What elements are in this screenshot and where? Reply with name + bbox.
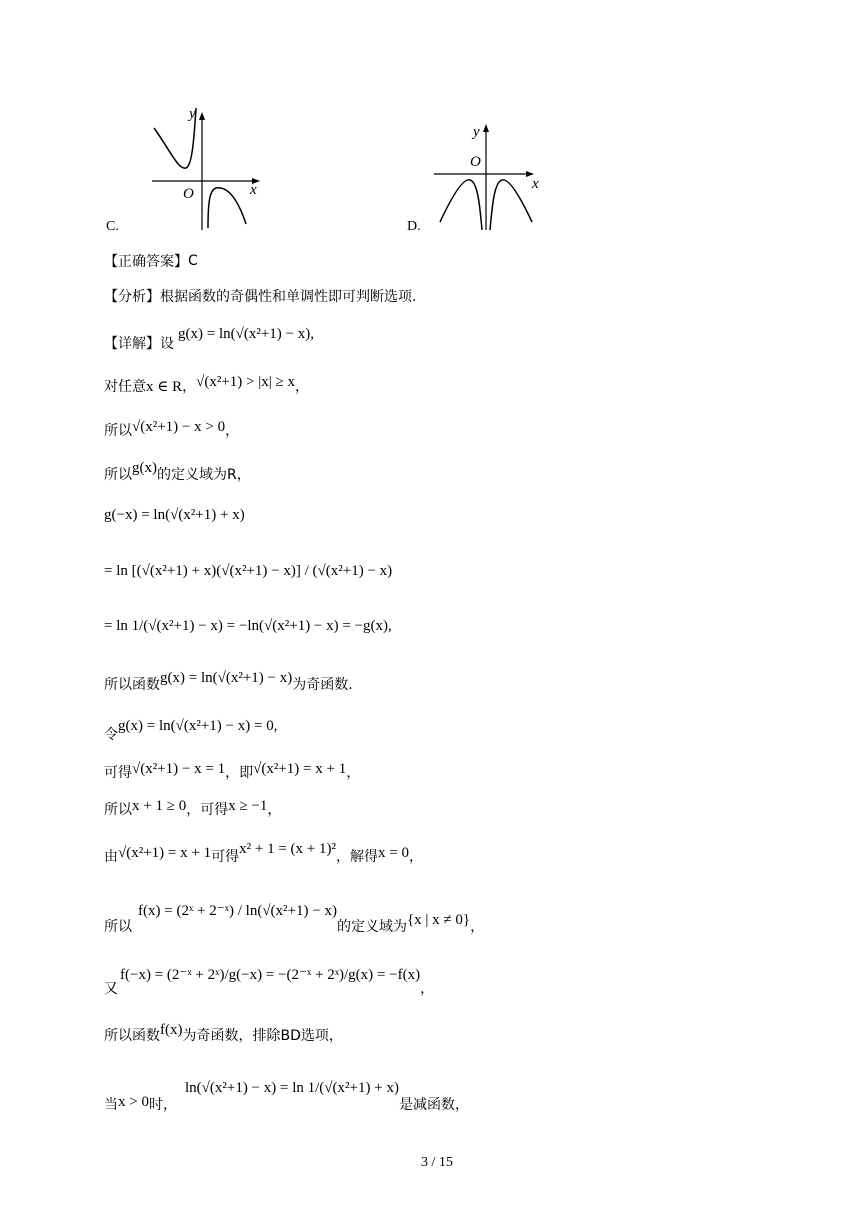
detail-line-12	[104, 840, 423, 866]
detail-line-4	[104, 459, 251, 484]
detail-l10-end: ，	[346, 765, 361, 781]
detail-l10-text-b: ，即	[225, 765, 254, 781]
detail-l3-text: 所以	[104, 423, 132, 439]
detail-line-15	[104, 1021, 343, 1045]
detail-l1-text: 设	[160, 336, 174, 352]
detail-l2-math-a: x ∈ R	[146, 378, 183, 395]
answer-line	[104, 251, 198, 271]
detail-line-7	[104, 618, 392, 635]
detail-l4-math: g(x)	[132, 459, 157, 476]
detail-l11-text-b: ，可得	[186, 802, 229, 818]
detail-label: 【详解】	[104, 336, 160, 352]
graph-d-x-label: x	[532, 176, 539, 192]
detail-l12-math-a: √(x²+1) = x + 1	[118, 844, 212, 861]
detail-l10-math-a: √(x²+1) − x = 1	[132, 760, 226, 777]
detail-l5-math: g(−x) = ln(√(x²+1) + x)	[104, 507, 245, 523]
graph-d-left-branch	[440, 180, 482, 230]
graph-d-right-branch	[490, 180, 532, 230]
detail-l8-text-b: 为奇函数.	[292, 677, 353, 693]
answer-label: 【正确答案】	[104, 254, 188, 270]
detail-l12-text-a: 由	[104, 849, 118, 865]
detail-l12-text-c: ，解得	[335, 849, 378, 865]
graph-c-y-arrow	[199, 112, 205, 120]
detail-l10-math-b: √(x²+1) = x + 1	[253, 760, 347, 777]
detail-l8-text-a: 所以函数	[104, 677, 160, 693]
detail-l1-math: g(x) = ln(√(x²+1) − x),	[178, 325, 314, 342]
detail-line-6	[104, 563, 392, 580]
page-total: 15	[438, 1155, 453, 1170]
graph-c-plot	[120, 100, 280, 240]
detail-l11-math-a: x + 1 ≥ 0	[132, 797, 187, 814]
detail-l16-math-b: ln(√(x²+1) − x) = ln 1/(√(x²+1) + x)	[184, 1079, 399, 1096]
page-number	[414, 1139, 453, 1171]
detail-line-14	[104, 964, 435, 997]
detail-l4-text-b: 的定义域为R，	[157, 467, 251, 483]
detail-l12-end: ，	[408, 849, 423, 865]
detail-line-5	[104, 507, 245, 524]
detail-l13-text-a: 所以	[104, 919, 132, 935]
detail-l11-text-a: 所以	[104, 802, 132, 818]
graph-d-plot	[428, 118, 558, 238]
detail-line-10	[104, 762, 360, 782]
detail-l16-math-a: x > 0	[118, 1093, 149, 1110]
detail-l14-end: ，	[420, 981, 435, 997]
detail-l2-sep: ，	[182, 379, 197, 395]
detail-l13-text-b: 的定义域为	[336, 919, 407, 935]
detail-l16-text-a: 当	[104, 1097, 118, 1113]
analysis-line	[104, 286, 416, 306]
detail-l14-text: 又	[104, 981, 118, 997]
detail-line-1	[104, 325, 314, 353]
detail-l7-math: = ln 1/(√(x²+1) − x) = −ln(√(x²+1) − x) = −g(x),	[104, 618, 392, 634]
detail-l12-math-c: x = 0	[377, 844, 409, 861]
graph-c-x-label: x	[250, 182, 257, 198]
option-c-label: C.	[106, 219, 119, 234]
detail-l3-end: ，	[225, 423, 240, 439]
graph-c	[120, 100, 280, 240]
graph-d-origin-label: O	[470, 154, 481, 170]
page-current: 3	[421, 1155, 428, 1170]
detail-l12-math-b: x² + 1 = (x + 1)²	[239, 840, 336, 857]
answer-value: C	[188, 253, 198, 269]
detail-line-8	[104, 669, 353, 694]
detail-l2-text: 对任意	[104, 379, 146, 395]
page-sep: /	[428, 1155, 439, 1170]
detail-l14-math: f(−x) = (2⁻ˣ + 2ˣ)/g(−x) = −(2⁻ˣ + 2ˣ)/g(x) = −f(x)	[120, 966, 421, 983]
detail-line-3	[104, 420, 239, 440]
detail-l8-math: g(x) = ln(√(x²+1) − x)	[160, 669, 293, 686]
detail-l13-math-a: f(x) = (2ˣ + 2⁻ˣ) / ln(√(x²+1) − x)	[138, 902, 337, 919]
detail-line-2	[104, 373, 309, 396]
detail-l4-text-a: 所以	[104, 467, 132, 483]
graph-d-y-label: y	[473, 124, 480, 140]
graph-d	[428, 118, 558, 238]
detail-l12-text-b: 可得	[211, 849, 240, 865]
detail-l6-math: = ln [(√(x²+1) + x)(√(x²+1) − x)] / (√(x²+1) − x)	[104, 563, 393, 579]
detail-line-13	[104, 900, 485, 935]
detail-line-9	[104, 716, 278, 743]
option-d-label: D.	[407, 219, 421, 234]
detail-line-11	[104, 799, 281, 819]
detail-l15-math: f(x)	[160, 1021, 183, 1038]
analysis-text: 根据函数的奇偶性和单调性即可判断选项.	[160, 289, 417, 305]
analysis-label: 【分析】	[104, 289, 160, 305]
graph-c-origin-label: O	[183, 186, 194, 202]
detail-l9-text: 令	[104, 727, 118, 743]
detail-l9-math: g(x) = ln(√(x²+1) − x) = 0,	[118, 717, 278, 734]
detail-line-16	[104, 1078, 469, 1113]
detail-l13-math-b: {x | x ≠ 0}	[406, 911, 471, 928]
detail-l2-end: ，	[295, 379, 309, 395]
detail-l10-text-a: 可得	[104, 765, 132, 781]
detail-l16-text-c: 是减函数，	[398, 1097, 469, 1113]
detail-l16-text-b: 时，	[148, 1097, 177, 1113]
graph-c-right-branch	[208, 188, 246, 228]
detail-l15-text-a: 所以函数	[104, 1028, 160, 1044]
graph-c-y-label: y	[189, 106, 196, 122]
detail-l2-math-b: √(x²+1) > |x| ≥ x	[196, 373, 295, 390]
detail-l11-end: ，	[267, 802, 282, 818]
detail-l15-text-b: 为奇函数，排除BD选项，	[182, 1028, 343, 1044]
detail-l3-math: √(x²+1) − x > 0	[132, 418, 226, 435]
detail-l11-math-b: x ≥ −1	[228, 797, 268, 814]
detail-l13-end: ，	[470, 919, 485, 935]
graph-d-y-arrow	[483, 124, 489, 132]
